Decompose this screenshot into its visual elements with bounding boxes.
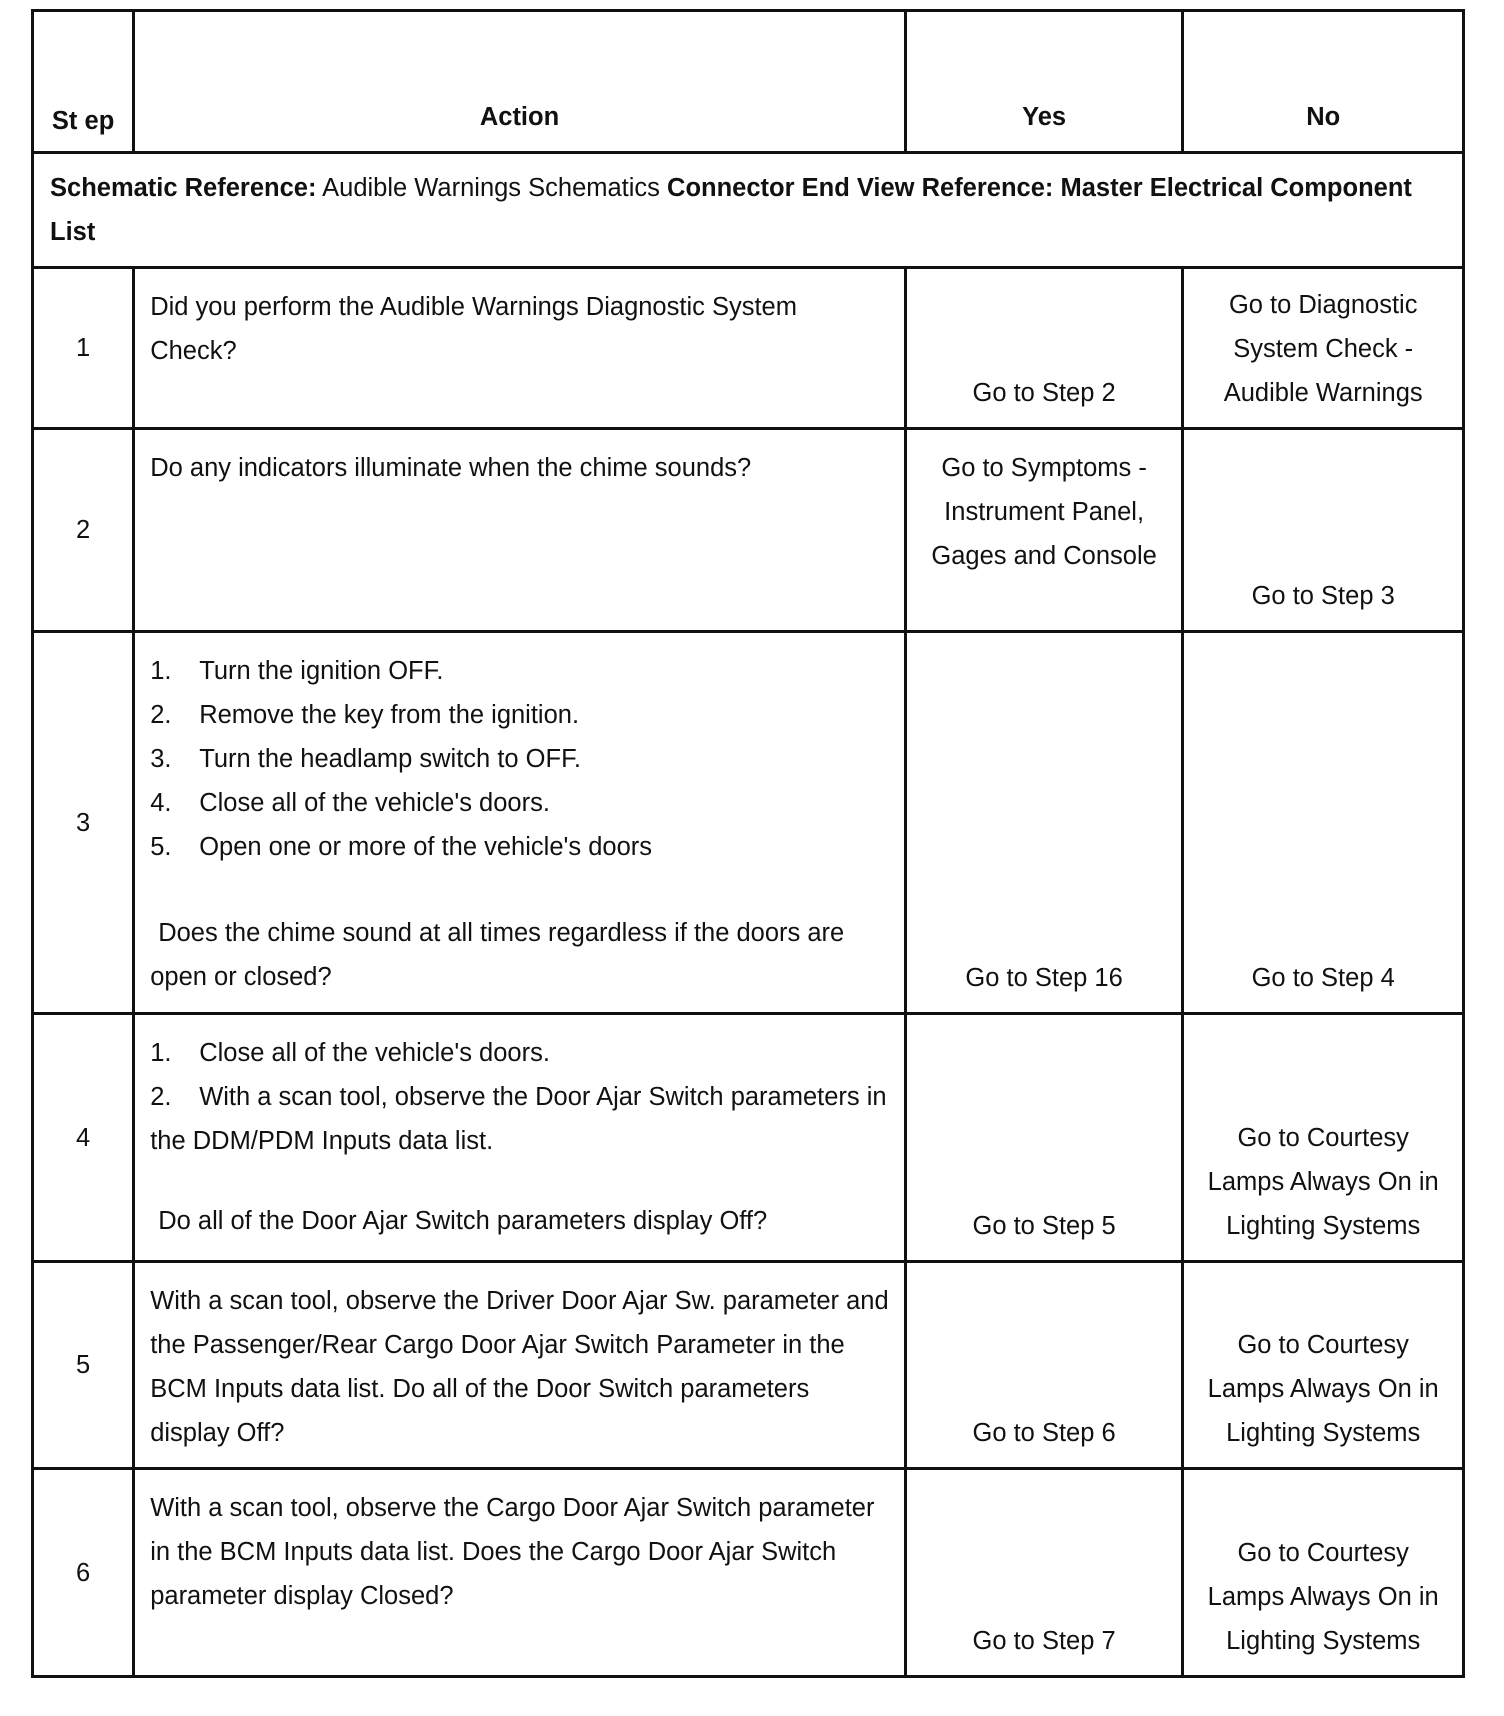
action-text: With a scan tool, observe the Cargo Door Ajar Switch parameter in the BCM Inputs data list. Does the Cargo Door Ajar Switch parameter display Closed? bbox=[150, 1494, 875, 1610]
yes-link[interactable]: Go to Step 5 bbox=[972, 1212, 1116, 1240]
no-link[interactable]: Go to Courtesy Lamps Always On in Lighting Systems bbox=[1207, 1331, 1439, 1447]
no-link[interactable]: Go to Diagnostic System Check - Audible Warnings bbox=[1223, 291, 1423, 407]
step-number: 6 bbox=[33, 1469, 134, 1677]
action-cell bbox=[134, 632, 906, 1014]
table-row bbox=[33, 1469, 1464, 1677]
action-question: Does the chime sound at all times regardless if the doors are open or closed? bbox=[150, 919, 845, 991]
step-number: 5 bbox=[33, 1262, 134, 1469]
action-cell bbox=[134, 1262, 906, 1469]
yes-link[interactable]: Go to Step 6 bbox=[972, 1419, 1116, 1447]
diagnostic-table bbox=[31, 9, 1465, 1678]
instruction-list bbox=[150, 1031, 890, 1163]
yes-cell bbox=[905, 268, 1183, 429]
no-cell bbox=[1183, 632, 1464, 1014]
no-cell bbox=[1183, 268, 1464, 429]
instruction-list bbox=[150, 649, 890, 869]
action-cell bbox=[134, 268, 906, 429]
header-action: Action bbox=[134, 11, 906, 153]
list-item: 1. Turn the ignition OFF. bbox=[150, 657, 444, 685]
yes-link[interactable]: Go to Step 16 bbox=[965, 964, 1123, 992]
no-link[interactable]: Go to Step 4 bbox=[1251, 964, 1395, 992]
yes-cell bbox=[905, 632, 1183, 1014]
yes-link[interactable]: Go to Step 7 bbox=[972, 1627, 1116, 1655]
action-cell bbox=[134, 1469, 906, 1677]
header-no: No bbox=[1183, 11, 1464, 153]
connector-reference-label: Connector End View Reference: Master Electrical Component List bbox=[50, 174, 1412, 246]
action-cell bbox=[134, 429, 906, 632]
no-link[interactable]: Go to Courtesy Lamps Always On in Lighting Systems bbox=[1207, 1124, 1439, 1240]
table-row bbox=[33, 1262, 1464, 1469]
action-text: Do any indicators illuminate when the chime sounds? bbox=[150, 454, 752, 482]
list-item: 3. Turn the headlamp switch to OFF. bbox=[150, 745, 581, 773]
step-number: 3 bbox=[33, 632, 134, 1014]
action-cell bbox=[134, 1014, 906, 1262]
reference-cell bbox=[33, 153, 1464, 268]
yes-cell bbox=[905, 429, 1183, 632]
action-question: Do all of the Door Ajar Switch parameters display Off? bbox=[158, 1207, 768, 1235]
table-row bbox=[33, 268, 1464, 429]
header-step: St ep bbox=[33, 11, 134, 153]
list-item: 2. With a scan tool, observe the Door Ajar Switch parameters in the DDM/PDM Inputs data list. bbox=[150, 1083, 887, 1155]
no-cell bbox=[1183, 1469, 1464, 1677]
yes-cell bbox=[905, 1262, 1183, 1469]
action-text: Did you perform the Audible Warnings Diagnostic System Check? bbox=[150, 293, 797, 365]
header-row bbox=[33, 11, 1464, 153]
step-number: 1 bbox=[33, 268, 134, 429]
reference-row bbox=[33, 153, 1464, 268]
list-item: 4. Close all of the vehicle's doors. bbox=[150, 789, 550, 817]
no-link[interactable]: Go to Courtesy Lamps Always On in Lighting Systems bbox=[1207, 1539, 1439, 1655]
table-row bbox=[33, 1014, 1464, 1262]
yes-link[interactable]: Go to Step 2 bbox=[972, 379, 1116, 407]
header-yes: Yes bbox=[905, 11, 1183, 153]
no-cell bbox=[1183, 429, 1464, 632]
schematic-reference-label: Schematic Reference: bbox=[50, 174, 317, 202]
yes-link[interactable]: Go to Symptoms - Instrument Panel, Gages and Console bbox=[931, 454, 1157, 570]
step-number: 4 bbox=[33, 1014, 134, 1262]
no-link[interactable]: Go to Step 3 bbox=[1251, 582, 1395, 610]
yes-cell bbox=[905, 1014, 1183, 1262]
table-row bbox=[33, 429, 1464, 632]
no-cell bbox=[1183, 1014, 1464, 1262]
table-row bbox=[33, 632, 1464, 1014]
action-text: With a scan tool, observe the Driver Door Ajar Sw. parameter and the Passenger/Rear Cargo Door Ajar Switch Parameter in the BCM Inputs data list. Do all of the Door Switch parameters display Off? bbox=[150, 1287, 889, 1447]
list-item: 2. Remove the key from the ignition. bbox=[150, 701, 580, 729]
list-item: 5. Open one or more of the vehicle's doors bbox=[150, 833, 652, 861]
list-item: 1. Close all of the vehicle's doors. bbox=[150, 1039, 550, 1067]
no-cell bbox=[1183, 1262, 1464, 1469]
schematic-reference-value: Audible Warnings Schematics bbox=[316, 174, 668, 202]
yes-cell bbox=[905, 1469, 1183, 1677]
step-number: 2 bbox=[33, 429, 134, 632]
